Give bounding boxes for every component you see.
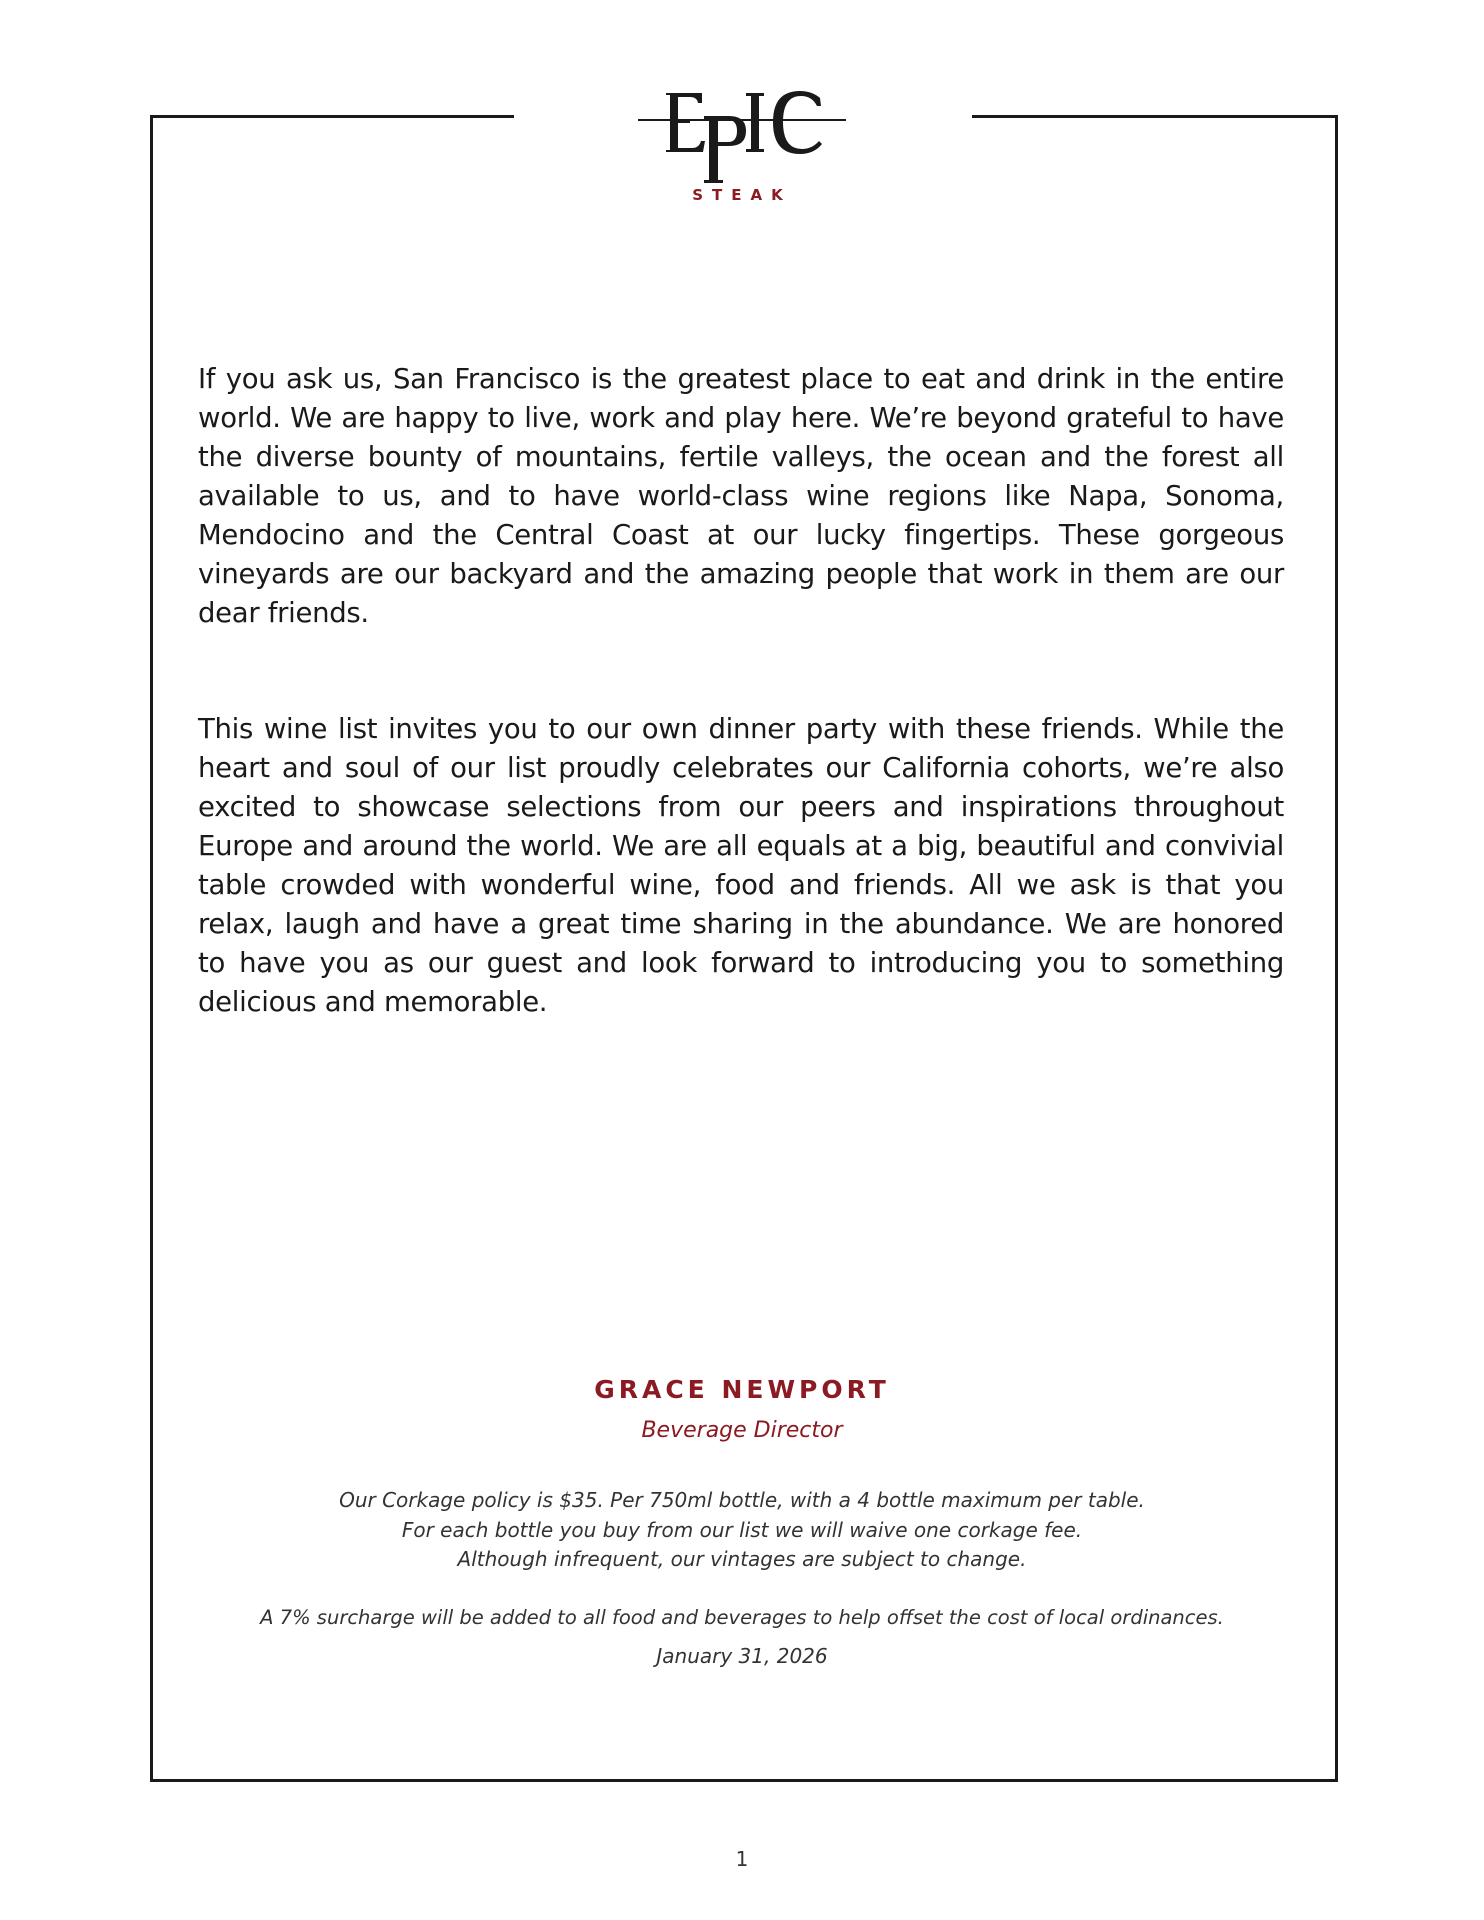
logo-subtitle: STEAK <box>692 186 792 204</box>
frame-top-left-line <box>150 115 514 118</box>
corkage-policy-line-2: For each bottle you buy from our list we will waive one corkage fee. <box>401 1518 1083 1542</box>
date-note: January 31, 2026 <box>656 1644 828 1668</box>
vintages-note: Although infrequent, our vintages are subject to change. <box>457 1547 1027 1571</box>
surcharge-note: A 7% surcharge will be added to all food and beverages to help offset the cost of local ordinances. <box>260 1606 1224 1629</box>
signature-title: Beverage Director <box>641 1418 843 1443</box>
intro-paragraph-2: This wine list invites you to our own dinner party with these friends. While the heart and soul of our list proudly celebrates our California cohorts, we’re also excited to showcase selections from our peers and inspirations throughout Europe and around the world. We are all equals at a big, beautiful and convivial table crowded with wonderful wine, food and friends. All we ask is that you relax, laugh and have a great time sharing in the abundance. We are honored to have you as our guest and look forward to introducing you to something delicious and memorable. <box>198 713 1284 1018</box>
frame-bottom-line <box>150 1779 1338 1782</box>
intro-paragraph-1: If you ask us, San Francisco is the greatest place to eat and drink in the entire world. We are happy to live, work and play here. We’re beyond grateful to have the diverse bounty of mountains, fertile valleys, the ocean and the forest all available to us, and to have world-class wine regions like Napa, Sonoma, Mendocino and the Central Coast at our lucky fingertips. These gorgeous vineyards are our backyard and the amazing people that work in them are our dear friends. <box>198 363 1284 629</box>
corkage-policy-line-1: Our Corkage policy is $35. Per 750ml bottle, with a 4 bottle maximum per table. <box>339 1488 1145 1512</box>
restaurant-logo <box>628 80 858 215</box>
page-number: 1 <box>735 1847 749 1871</box>
signature-name: GRACE NEWPORT <box>594 1375 890 1404</box>
frame-top-right-line <box>972 115 1338 118</box>
